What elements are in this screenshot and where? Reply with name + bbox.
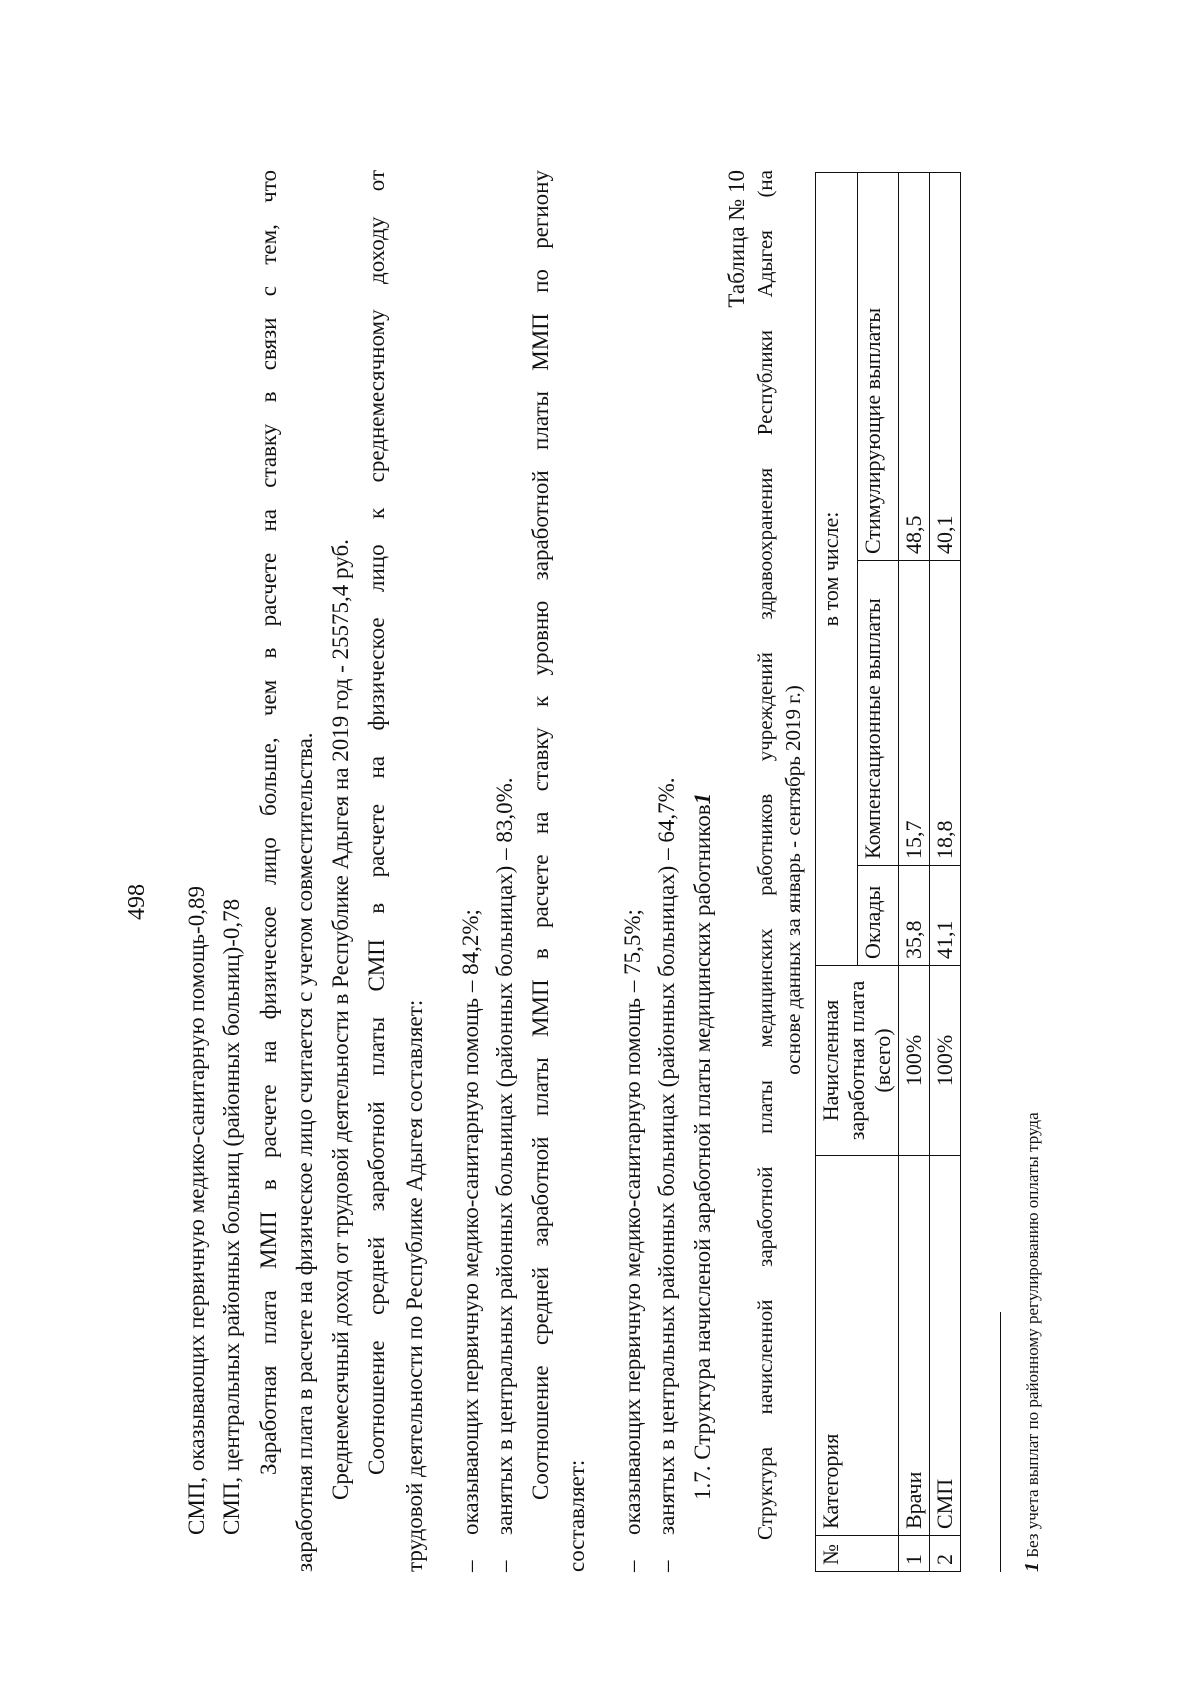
cell-total: 100%: [930, 966, 961, 1156]
cell-salary: 35,8: [899, 866, 930, 966]
bullet-district-hospitals-83: занятых в центральных районных больницах (районных больницах) – 83,0%.: [492, 777, 517, 1535]
cell-salary: 41,1: [930, 866, 961, 966]
cell-incentive: 40,1: [930, 173, 961, 561]
footnote-text: Без учета выплат по районному регулированию оплаты труда: [1023, 1112, 1042, 1558]
footnote-separator: [1000, 1312, 1001, 1572]
header-number: №: [816, 1536, 899, 1572]
cell-compensation: 18,8: [930, 561, 961, 866]
cell-number: 2: [930, 1536, 961, 1572]
page-number: 498: [124, 884, 150, 920]
header-category: Категория: [816, 1156, 899, 1536]
table-label: Таблица № 10: [724, 170, 749, 308]
bullet-dash: –: [458, 1560, 483, 1572]
paragraph-average-income: Среднемесячный доход от трудовой деятельности в Республике Адыгея на 2019 год - 25575,4 руб.: [328, 539, 353, 1500]
salary-structure-table: [815, 172, 961, 1572]
cell-number: 1: [899, 1536, 930, 1572]
cell-total: 100%: [899, 966, 930, 1156]
paragraph-salary-comparison: Заработная плата ММП в расчете на физическое лицо больше, чем в расчете на ставку в связи с тем, что: [256, 170, 281, 1475]
section-heading: [686, 793, 720, 1500]
paragraph-smp-district-hospitals: СМП, центральных районных больниц (районных больниц)-0,78: [219, 898, 244, 1535]
cell-compensation: 15,7: [899, 561, 930, 866]
header-total: Начисленная заработная плата (всего): [816, 966, 899, 1156]
footnote: [1015, 1112, 1050, 1572]
table-row: [899, 173, 930, 1572]
header-including: в том числе:: [816, 173, 858, 966]
bullet-primary-care-75: оказывающих первичную медико-санитарную помощь – 75,5%;: [620, 909, 645, 1535]
paragraph-smp-ratio: Соотношение средней заработной платы СМП в расчете на физическое лицо к среднемесячному доходу от: [364, 170, 389, 1475]
section-heading-text: 1.7. Структура начисленой заработной платы медицинских работников: [690, 804, 715, 1500]
bullet-dash: –: [654, 1560, 679, 1572]
header-incentive: Стимулирующие выплаты: [857, 173, 899, 561]
bullet-dash: –: [620, 1560, 645, 1572]
paragraph-mmp-ratio: Соотношение средней заработной платы ММП в расчете на ставку к уровню заработной платы ММП по региону: [528, 170, 553, 1500]
rotated-document-page: [120, 160, 1080, 1600]
paragraph-smp-ratio-cont: трудовой деятельности по Республике Адыгея составляет:: [402, 999, 427, 1572]
table-caption-cont: основе данных за январь - сентябрь 2019 г.): [781, 685, 805, 1075]
table-row: [930, 173, 961, 1572]
paragraph-mmp-ratio-cont: составляет:: [564, 1459, 589, 1572]
table-caption: Структура начисленной заработной платы медицинских работников учреждений здравоохранения Республики Адыгея (на: [753, 170, 777, 1540]
paragraph-smp-primary-care: СМП, оказывающих первичную медико-санитарную помощь-0,89: [184, 886, 209, 1535]
footnote-mark: 1: [1021, 1562, 1043, 1572]
bullet-dash: –: [492, 1560, 517, 1572]
paragraph-salary-comparison-cont: заработная плата в расчете на физическое лицо считается с учетом совместительства.: [292, 732, 317, 1572]
cell-incentive: 48,5: [899, 173, 930, 561]
header-salary: Оклады: [857, 866, 899, 966]
table-header-row: [816, 173, 858, 1572]
cell-category: Врачи: [899, 1156, 930, 1536]
header-compensation: Компенсационные выплаты: [857, 561, 899, 866]
cell-category: СМП: [930, 1156, 961, 1536]
bullet-primary-care-84: оказывающих первичную медико-санитарную помощь – 84,2%;: [458, 909, 483, 1535]
bullet-district-hospitals-64: занятых в центральных районных больницах (районных больницах) – 64,7%.: [654, 777, 679, 1535]
footnote-reference: 1: [690, 792, 715, 805]
